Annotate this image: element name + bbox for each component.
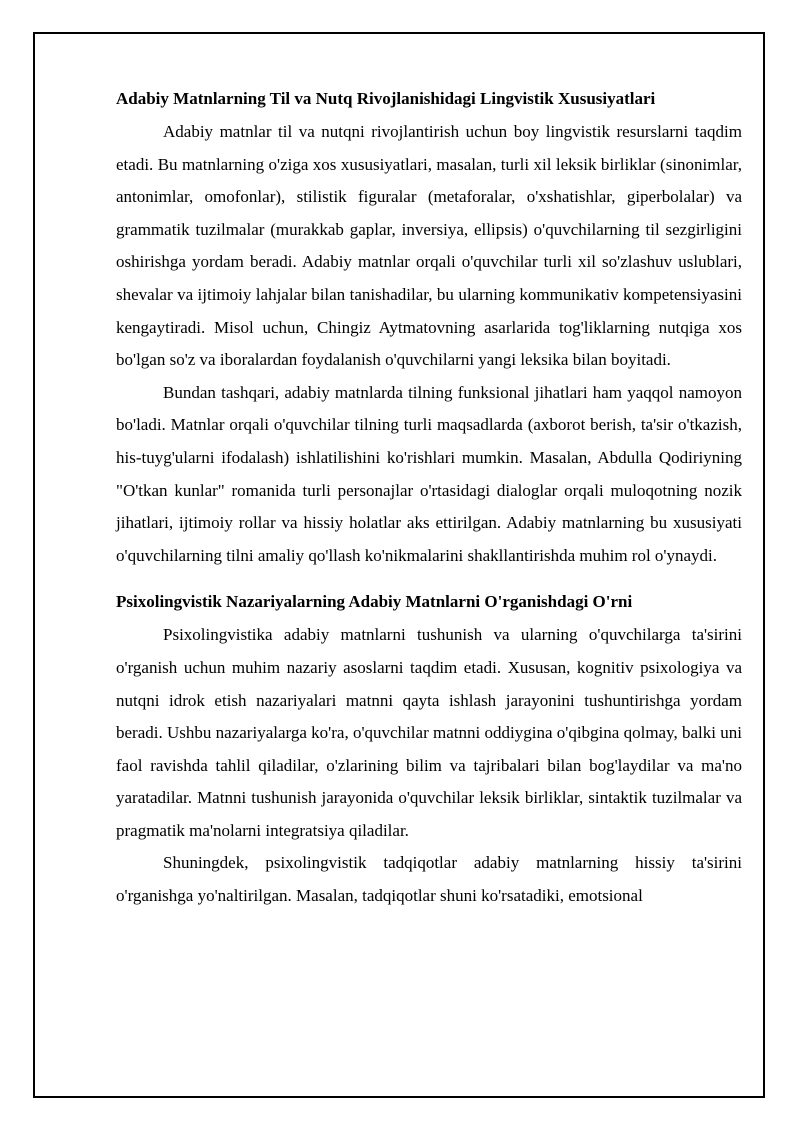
- paragraph-emotional-impact: Shuningdek, psixolingvistik tadqiqotlar adabiy matnlarning hissiy ta'sirini o'rganishga yo'naltirilgan. Masalan, tadqiqotlar shuni ko'rsatadiki, emotsional: [116, 853, 742, 906]
- paragraph-linguistic-resources: Adabiy matnlar til va nutqni rivojlantirish uchun boy lingvistik resurslarni taqdim etadi. Bu matnlarning o'ziga xos xususiyatlari, masalan, turli xil leksik birliklar (sinonimlar, antonimlar, omofonlar), stilistik figuralar (metaforalar, o'xshatishlar, giperbolalar) va grammatik tuzilmalar (murakkab gaplar, inversiya, ellipsis) o'quvchilarning til sezgirligini oshirishga yordam beradi. Adabiy matnlar orqali o'quvchilar turli xil so'zlashuv uslublari, shevalar va ijtimoiy lahjalar bilan tanishadilar, bu ularning kommunikativ kompetensiyasini kengaytiradi. Misol uchun, Chingiz Aytmatovning asarlarida tog'liklarning nutqiga xos bo'lgan so'z va iboralardan foydalanish o'quvchilarni yangi leksika bilan boyitadi.: [116, 122, 742, 370]
- paragraph-psycholinguistics-basis: Psixolingvistika adabiy matnlarni tushunish va ularning o'quvchilarga ta'sirini o'rganish uchun muhim nazariy asoslarni taqdim etadi. Xususan, kognitiv psixologiya va nutqni idrok etish nazariyalari matnni qayta ishlash jarayonini tushuntirishga yordam beradi. Ushbu nazariyalarga ko'ra, o'quvchilar matnni oddiygina o'qibgina qolmay, balki uni faol ravishda tahlil qiladilar, o'zlarining bilim va tajribalari bilan bog'laydilar va ma'no yaratadilar. Matnni tushunish jarayonida o'quvchilar leksik birliklar, sintaktik tuzilmalar va pragmatik ma'nolarni integratsiya qiladilar.: [116, 625, 742, 840]
- section-heading-linguistic-features: Adabiy Matnlarning Til va Nutq Rivojlanishidagi Lingvistik Xususiyatlari: [116, 89, 656, 108]
- section-heading-psycholinguistic-theories: Psixolingvistik Nazariyalarning Adabiy Matnlarni O'rganishdagi O'rni: [116, 592, 633, 612]
- document-body: [116, 82, 742, 913]
- paragraph-functional-aspects: Bundan tashqari, adabiy matnlarda tilning funksional jihatlari ham yaqqol namoyon bo'ladi. Matnlar orqali o'quvchilar tilning turli maqsadlarda (axborot berish, ta'sir o'tkazish, his-tuyg'ularni ifodalash) ishlatilishini ko'rishlari mumkin. Masalan, Abdulla Qodiriyning "O'tkan kunlar" romanida turli personajlar o'rtasidagi dialoglar orqali muloqotning nozik jihatlari, ijtimoiy rollar va hissiy holatlar aks ettirilgan. Adabiy matnlarning bu xususiyati o'quvchilarning tilni amaliy qo'llash ko'nikmalarini shakllantirishda muhim rol o'ynaydi.: [116, 382, 742, 565]
